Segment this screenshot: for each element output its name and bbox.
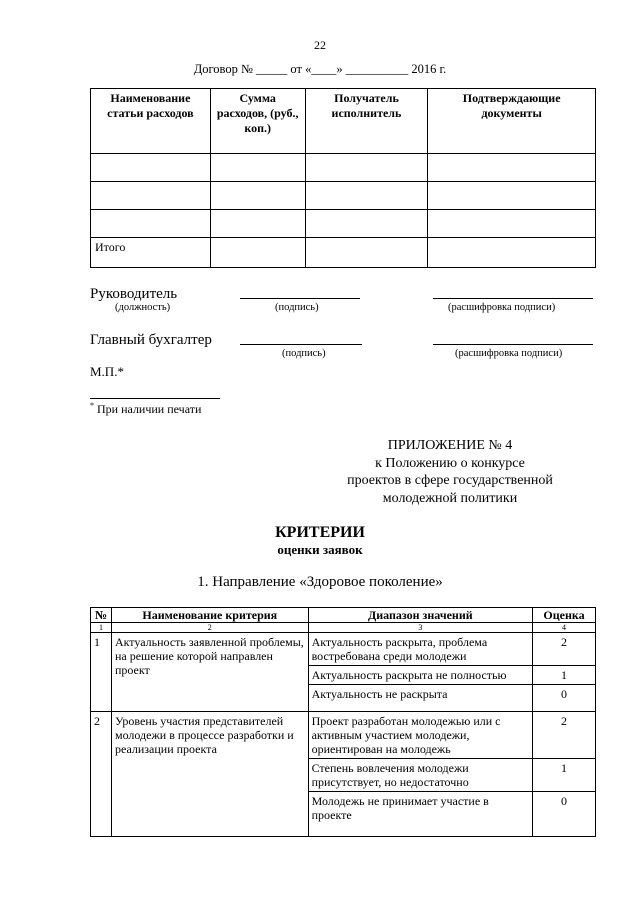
criteria-subtitle: оценки заявок <box>277 542 363 557</box>
range-text: Актуальность раскрыта не полностью <box>308 666 532 685</box>
table-row <box>91 712 596 759</box>
criterion-name: Уровень участия представителей молодежи в процессе разработки и реализации проекта <box>111 712 308 837</box>
index-cell: 3 <box>308 623 532 633</box>
empty-cell <box>305 210 428 238</box>
criteria-header-cell: Оценка <box>533 608 596 623</box>
index-cell: 4 <box>533 623 596 633</box>
expenses-header-cell: Подтверждающие документы <box>428 89 596 154</box>
expenses-header-cell: Сумма расходов, (руб., коп.) <box>210 89 305 154</box>
empty-cell <box>428 238 596 268</box>
total-row <box>91 238 596 268</box>
range-text: Степень вовлечения молодежи присутствует, но недостаточно <box>308 759 532 792</box>
appendix-heading <box>300 437 600 507</box>
contract-line: Договор № _____ от «____» __________ 2016 г. <box>193 62 447 76</box>
criterion-number: 2 <box>91 712 112 837</box>
page-number: 22 <box>314 38 326 52</box>
range-text: Проект разработан молодежью или с активным участием молодежи, ориентирован на молодежь <box>308 712 532 759</box>
criteria-header-cell: Диапазон значений <box>308 608 532 623</box>
empty-cell <box>428 210 596 238</box>
footnote <box>90 401 201 417</box>
empty-cell <box>305 238 428 268</box>
criteria-table <box>90 607 596 837</box>
empty-cell <box>305 154 428 182</box>
index-cell: 2 <box>111 623 308 633</box>
table-row <box>91 154 596 182</box>
expenses-table <box>90 88 596 268</box>
section-title: 1. Направление «Здоровое поколение» <box>197 574 443 590</box>
score-value: 1 <box>533 759 596 792</box>
stamp-label: М.П.* <box>90 364 124 379</box>
expenses-header-cell: Наименование статьи расходов <box>91 89 211 154</box>
criteria-header-row <box>91 608 596 623</box>
appendix-line: проектов в сфере государственной <box>347 473 553 488</box>
empty-cell <box>210 154 305 182</box>
signature-caption: (подпись) <box>275 302 319 313</box>
empty-cell <box>428 182 596 210</box>
score-value: 2 <box>533 633 596 666</box>
expenses-header-cell: Получатель исполнитель <box>305 89 428 154</box>
footnote-divider <box>90 398 220 399</box>
score-value: 0 <box>533 792 596 837</box>
footnote-mark: * <box>90 401 94 410</box>
empty-cell <box>91 182 211 210</box>
score-value: 2 <box>533 712 596 759</box>
empty-cell <box>210 238 305 268</box>
empty-cell <box>428 154 596 182</box>
signature-line <box>240 298 360 299</box>
decode-caption: (расшифровка подписи) <box>448 302 556 313</box>
decode-line <box>433 344 593 345</box>
accountant-label: Главный бухгалтер <box>90 332 212 348</box>
criteria-index-row <box>91 623 596 633</box>
position-caption: (должность) <box>115 302 171 313</box>
footnote-text: При наличии печати <box>97 402 202 416</box>
score-value: 0 <box>533 685 596 712</box>
range-text: Молодежь не принимает участие в проекте <box>308 792 532 837</box>
empty-cell <box>91 210 211 238</box>
empty-cell <box>91 154 211 182</box>
decode-line <box>433 298 593 299</box>
signature-caption: (подпись) <box>282 348 326 359</box>
decode-caption: (расшифровка подписи) <box>455 348 563 359</box>
expenses-header-row <box>91 89 596 154</box>
empty-cell <box>210 182 305 210</box>
range-text: Актуальность раскрыта, проблема востребована среди молодежи <box>308 633 532 666</box>
table-row <box>91 182 596 210</box>
criteria-header-cell: Наименование критерия <box>111 608 308 623</box>
appendix-line: к Положению о конкурсе <box>375 455 525 471</box>
signature-line <box>240 344 362 345</box>
table-row <box>91 633 596 666</box>
criterion-name: Актуальность заявленной проблемы, на решение которой направлен проект <box>111 633 308 712</box>
index-cell: 1 <box>91 623 112 633</box>
empty-cell <box>305 182 428 210</box>
total-label: Итого <box>91 238 211 268</box>
criteria-title: КРИТЕРИИ <box>275 524 365 541</box>
score-value: 1 <box>533 666 596 685</box>
table-row <box>91 210 596 238</box>
appendix-line: ПРИЛОЖЕНИЕ № 4 <box>387 438 513 453</box>
criteria-header-cell: № <box>91 608 112 623</box>
criterion-number: 1 <box>91 633 112 712</box>
appendix-line: молодежной политики <box>382 490 518 506</box>
empty-cell <box>210 210 305 238</box>
range-text: Актуальность не раскрыта <box>308 685 532 712</box>
head-label: Руководитель <box>90 286 178 302</box>
